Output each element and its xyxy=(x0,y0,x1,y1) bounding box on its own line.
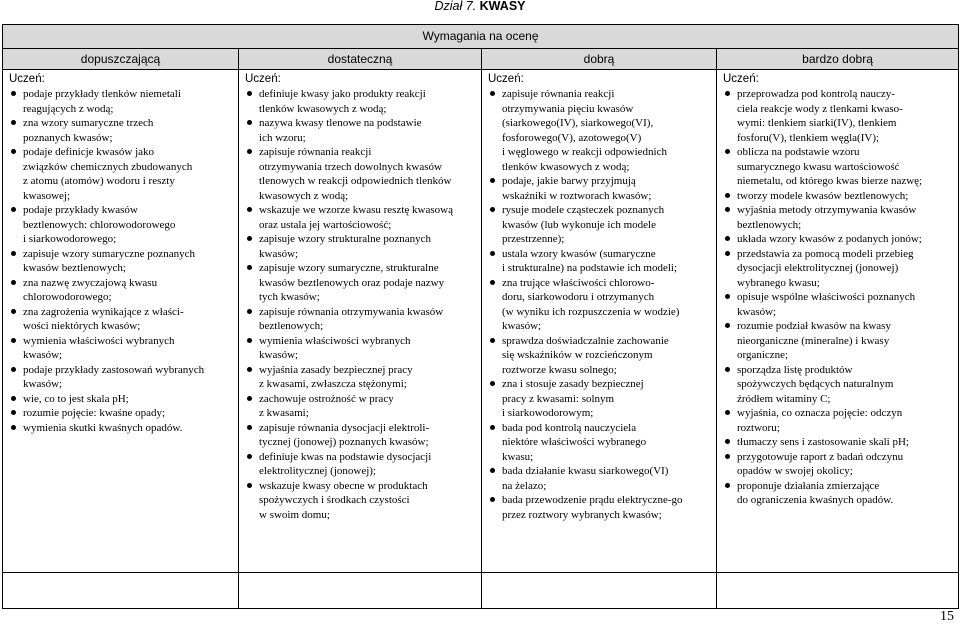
requirement-item: sporządza listę produktów spożywczych będących naturalnym źródłem witaminy C; xyxy=(723,363,954,407)
requirement-item: definiuje kwasy jako produkty reakcji tlenków kwasowych z wodą; xyxy=(245,87,477,116)
requirement-item: wymienia właściwości wybranych kwasów; xyxy=(245,334,477,363)
requirement-item: rozumie pojęcie: kwaśne opady; xyxy=(9,406,234,421)
requirement-item: zapisuje wzory sumaryczne, strukturalne kwasów beztlenowych oraz podaje nazwy tych kwasów; xyxy=(245,261,477,305)
empty-cell xyxy=(482,573,717,609)
requirements-header: Wymagania na ocenę xyxy=(3,25,959,49)
requirement-item: zachowuje ostrożność w pracy z kwasami; xyxy=(245,392,477,421)
requirements-table xyxy=(2,24,959,609)
requirement-item: rysuje modele cząsteczek poznanych kwasów (lub wykonuje ich modele przestrzenne); xyxy=(488,203,712,247)
requirement-item: zapisuje równania reakcji otrzymywania trzech dowolnych kwasów tlenowych w reakcji odpowiednich tlenków kwasowych z wodą; xyxy=(245,145,477,203)
requirement-item: zna nazwę zwyczajową kwasu chlorowodorowego; xyxy=(9,276,234,305)
requirement-item: zapisuje równania otrzymywania kwasów beztlenowych; xyxy=(245,305,477,334)
requirement-item: podaje, jakie barwy przyjmują wskaźniki w roztworach kwasów; xyxy=(488,174,712,203)
requirement-item: definiuje kwas na podstawie dysocjacji elektrolitycznej (jonowej); xyxy=(245,450,477,479)
requirement-item: ustala wzory kwasów (sumaryczne i strukturalne) na podstawie ich modeli; xyxy=(488,247,712,276)
chapter-heading xyxy=(0,0,960,12)
requirement-item: bada pod kontrolą nauczyciela niektóre właściwości wybranego kwasu; xyxy=(488,421,712,465)
page-number: 15 xyxy=(940,609,954,624)
requirements-list xyxy=(488,87,712,522)
requirement-item: układa wzory kwasów z podanych jonów; xyxy=(723,232,954,247)
requirement-item: bada przewodzenie prądu elektryczne-go przez roztwory wybranych kwasów; xyxy=(488,493,712,522)
requirement-item: wskazuje we wzorze kwasu resztę kwasową oraz ustala jej wartościowość; xyxy=(245,203,477,232)
requirement-item: podaje definicje kwasów jako związków chemicznych zbudowanych z atomu (atomów) wodoru i reszty kwasowej; xyxy=(9,145,234,203)
empty-cell xyxy=(717,573,959,609)
requirement-item: zna trujące właściwości chlorowo- doru, siarkowodoru i otrzymanych (w wyniku ich rozpuszczenia w wodzie) kwasów; xyxy=(488,276,712,334)
requirement-item: przygotowuje raport z badań odczynu opadów w swojej okolicy; xyxy=(723,450,954,479)
requirement-item: wymienia właściwości wybranych kwasów; xyxy=(9,334,234,363)
level-header: dopuszczającą xyxy=(3,49,239,70)
empty-cell xyxy=(239,573,482,609)
requirement-item: podaje przykłady kwasów beztlenowych: chlorowodorowego i siarkowodorowego; xyxy=(9,203,234,247)
requirements-list xyxy=(723,87,954,508)
requirement-item: zapisuje równania dysocjacji elektroli- tycznej (jonowej) poznanych kwasów; xyxy=(245,421,477,450)
student-label: Uczeń: xyxy=(723,73,759,85)
requirement-item: zapisuje równania reakcji otrzymywania pięciu kwasów (siarkowego(IV), siarkowego(VI), fosforowego(V), azotowego(V) i węglowego w reakcji odpowiednich tlenków kwasowych z wodą; xyxy=(488,87,712,174)
requirements-column xyxy=(239,70,482,573)
chapter-prefix: Dział 7. xyxy=(434,0,477,13)
requirement-item: podaje przykłady zastosowań wybranych kwasów; xyxy=(9,363,234,392)
requirements-list xyxy=(9,87,234,435)
requirement-item: wyjaśnia, co oznacza pojęcie: odczyn roztworu; xyxy=(723,406,954,435)
requirement-item: sprawdza doświadczalnie zachowanie się wskaźników w rozcieńczonym roztworze kwasu solnego; xyxy=(488,334,712,378)
requirements-column xyxy=(717,70,959,573)
requirement-item: wymienia skutki kwaśnych opadów. xyxy=(9,421,234,436)
level-header: dostateczną xyxy=(239,49,482,70)
requirement-item: rozumie podział kwasów na kwasy nieorganiczne (mineralne) i kwasy organiczne; xyxy=(723,319,954,363)
requirement-item: proponuje działania zmierzające do ograniczenia kwaśnych opadów. xyxy=(723,479,954,508)
requirement-item: tworzy modele kwasów beztlenowych; xyxy=(723,189,954,204)
requirement-item: tłumaczy sens i zastosowanie skali pH; xyxy=(723,435,954,450)
requirement-item: opisuje wspólne właściwości poznanych kwasów; xyxy=(723,290,954,319)
requirement-item: zapisuje wzory sumaryczne poznanych kwasów beztlenowych; xyxy=(9,247,234,276)
requirement-item: wyjaśnia metody otrzymywania kwasów beztlenowych; xyxy=(723,203,954,232)
requirement-item: zna i stosuje zasady bezpiecznej pracy z kwasami: solnym i siarkowodorowym; xyxy=(488,377,712,421)
requirements-list xyxy=(245,87,477,522)
requirement-item: wskazuje kwasy obecne w produktach spożywczych i środkach czystości w swoim domu; xyxy=(245,479,477,523)
requirements-column xyxy=(482,70,717,573)
requirement-item: bada działanie kwasu siarkowego(VI) na żelazo; xyxy=(488,464,712,493)
level-header: dobrą xyxy=(482,49,717,70)
requirement-item: podaje przykłady tlenków niemetali reagujących z wodą; xyxy=(9,87,234,116)
requirement-item: wyjaśnia zasady bezpiecznej pracy z kwasami, zwłaszcza stężonymi; xyxy=(245,363,477,392)
requirement-item: zapisuje wzory strukturalne poznanych kwasów; xyxy=(245,232,477,261)
student-label: Uczeń: xyxy=(245,73,281,85)
requirement-item: nazywa kwasy tlenowe na podstawie ich wzoru; xyxy=(245,116,477,145)
requirement-item: zna wzory sumaryczne trzech poznanych kwasów; xyxy=(9,116,234,145)
requirement-item: wie, co to jest skala pH; xyxy=(9,392,234,407)
student-label: Uczeń: xyxy=(9,73,45,85)
student-label: Uczeń: xyxy=(488,73,524,85)
empty-cell xyxy=(3,573,239,609)
requirement-item: oblicza na podstawie wzoru sumarycznego kwasu wartościowość niemetalu, od którego kwas bierze nazwę; xyxy=(723,145,954,189)
chapter-name: KWASY xyxy=(479,0,526,13)
requirement-item: przedstawia za pomocą modeli przebieg dysocjacji elektrolitycznej (jonowej) wybranego kwasu; xyxy=(723,247,954,291)
requirements-column xyxy=(3,70,239,573)
level-header: bardzo dobrą xyxy=(717,49,959,70)
requirement-item: zna zagrożenia wynikające z właści- wości niektórych kwasów; xyxy=(9,305,234,334)
requirement-item: przeprowadza pod kontrolą nauczy- ciela reakcje wody z tlenkami kwaso- wymi: tlenkiem siarki(IV), tlenkiem fosforu(V), tlenkiem węgla(IV); xyxy=(723,87,954,145)
